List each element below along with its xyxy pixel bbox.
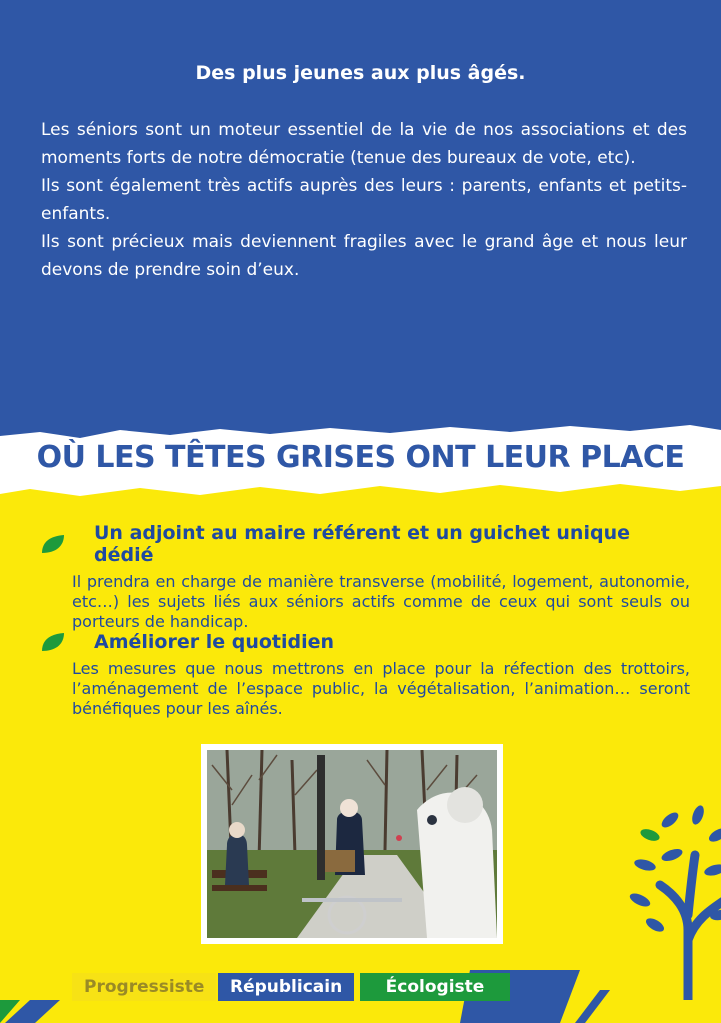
top-panel — [0, 0, 721, 440]
intro-title: Des plus jeunes aux plus âgés. — [195, 62, 526, 84]
measure-head — [40, 522, 690, 566]
intro-paragraph: Les séniors sont un moteur essentiel de la vie de nos associations et des moments forts de notre démocratie (tenue des bureaux de vote, etc). — [41, 120, 687, 168]
measure-title: Améliorer le quotidien — [94, 631, 335, 653]
intro-paragraph: Ils sont également très actifs auprès des leurs : parents, enfants et petits-enfants. — [41, 176, 687, 224]
measure-text: Il prendra en charge de manière transverse (mobilité, logement, autonomie, etc…) les sujets liés aux séniors actifs comme de ceux qui sont seuls ou porteurs de handicap. — [72, 572, 690, 631]
measure-title: Un adjoint au maire référent et un guichet unique dédié — [94, 522, 630, 566]
section-heading: OÙ LES TÊTES GRISES ONT LEUR PLACE — [36, 440, 685, 475]
measure-adjoint — [40, 522, 690, 632]
intro-body — [41, 116, 687, 284]
leaf-icon — [40, 632, 66, 652]
measure-text: Les mesures que nous mettrons en place pour la réfection des trottoirs, l’aménagement de l’espace public, la végétalisation, l’animation… seront bénéfiques pour les aînés. — [72, 659, 690, 718]
measure-quotidien — [40, 631, 690, 719]
tag-republicain: Républicain — [218, 973, 354, 1001]
photo-frame — [201, 744, 503, 944]
intro-paragraph: Ils sont précieux mais deviennent fragiles avec le grand âge et nous leur devons de prendre soin d’eux. — [41, 232, 687, 280]
tag-ecologiste: Écologiste — [360, 973, 510, 1001]
tag-progressiste: Progressiste — [72, 973, 216, 1001]
measure-head — [40, 631, 690, 653]
leaf-icon — [40, 534, 66, 554]
park-photo — [207, 750, 497, 938]
